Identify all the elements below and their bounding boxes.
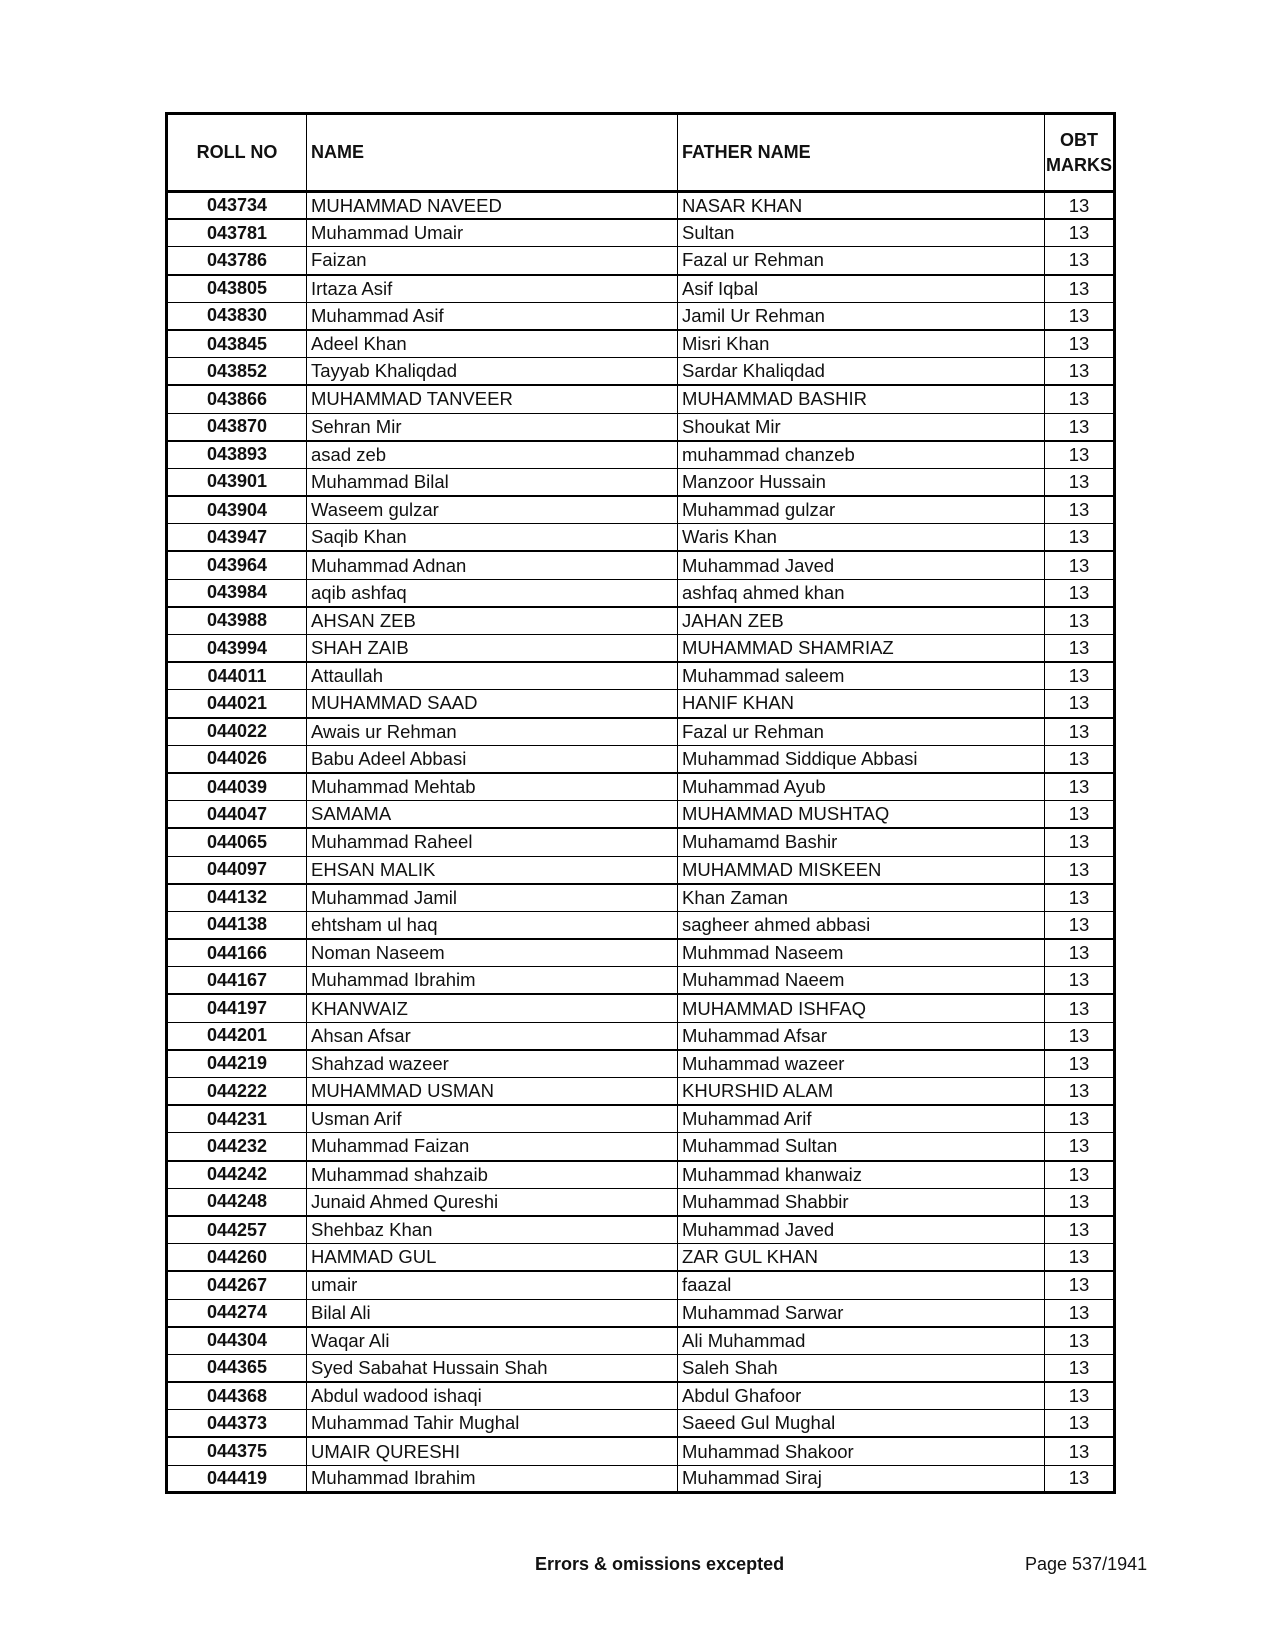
obt-marks-cell: 13	[1045, 1437, 1115, 1465]
table-row	[167, 690, 1115, 718]
name-cell: Muhammad Faizan	[307, 1133, 678, 1161]
father-name-cell: Sultan	[678, 219, 1045, 247]
header-roll-no: ROLL NO	[167, 114, 307, 192]
table-row	[167, 1244, 1115, 1272]
roll-no-cell: 044267	[167, 1271, 307, 1299]
table-row	[167, 1327, 1115, 1355]
name-cell: Tayyab Khaliqdad	[307, 358, 678, 386]
father-name-cell: KHURSHID ALAM	[678, 1078, 1045, 1106]
roll-no-cell: 043947	[167, 524, 307, 552]
roll-no-cell: 043845	[167, 330, 307, 358]
table-row	[167, 939, 1115, 967]
table-row	[167, 579, 1115, 607]
name-cell: asad zeb	[307, 441, 678, 469]
roll-no-cell: 043830	[167, 302, 307, 330]
table-row	[167, 884, 1115, 912]
father-name-cell: Muhammad gulzar	[678, 496, 1045, 524]
name-cell: Muhammad Ibrahim	[307, 1465, 678, 1493]
roll-no-cell: 043994	[167, 635, 307, 663]
table-body	[167, 192, 1115, 1493]
name-cell: MUHAMMAD SAAD	[307, 690, 678, 718]
table-row	[167, 219, 1115, 247]
name-cell: HAMMAD GUL	[307, 1244, 678, 1272]
obt-marks-cell: 13	[1045, 275, 1115, 303]
name-cell: Muhammad Umair	[307, 219, 678, 247]
header-obt-marks-line1: OBT	[1060, 129, 1098, 150]
roll-no-cell: 044232	[167, 1133, 307, 1161]
name-cell: umair	[307, 1271, 678, 1299]
father-name-cell: Muhammad Siraj	[678, 1465, 1045, 1493]
obt-marks-cell: 13	[1045, 441, 1115, 469]
table-row	[167, 192, 1115, 220]
obt-marks-cell: 13	[1045, 219, 1115, 247]
name-cell: Muhammad Jamil	[307, 884, 678, 912]
father-name-cell: Muhammad Naeem	[678, 967, 1045, 995]
obt-marks-cell: 13	[1045, 496, 1115, 524]
name-cell: Shehbaz Khan	[307, 1216, 678, 1244]
roll-no-cell: 043786	[167, 247, 307, 275]
table-header-row	[167, 114, 1115, 192]
header-father-name: FATHER NAME	[678, 114, 1045, 192]
obt-marks-cell: 13	[1045, 911, 1115, 939]
father-name-cell: NASAR KHAN	[678, 192, 1045, 220]
table-row	[167, 1437, 1115, 1465]
name-cell: Sehran Mir	[307, 413, 678, 441]
father-name-cell: sagheer ahmed abbasi	[678, 911, 1045, 939]
header-obt-marks	[1045, 114, 1115, 192]
table-row	[167, 1216, 1115, 1244]
obt-marks-cell: 13	[1045, 1133, 1115, 1161]
obt-marks-cell: 13	[1045, 1271, 1115, 1299]
name-cell: Muhammad Tahir Mughal	[307, 1410, 678, 1438]
table-row	[167, 911, 1115, 939]
father-name-cell: Muhammad saleem	[678, 662, 1045, 690]
obt-marks-cell: 13	[1045, 1022, 1115, 1050]
table-row	[167, 1188, 1115, 1216]
name-cell: Noman Naseem	[307, 939, 678, 967]
roll-no-cell: 044368	[167, 1382, 307, 1410]
name-cell: Muhammad Adnan	[307, 551, 678, 579]
table-row	[167, 635, 1115, 663]
name-cell: Faizan	[307, 247, 678, 275]
roll-no-cell: 044304	[167, 1327, 307, 1355]
name-cell: Ahsan Afsar	[307, 1022, 678, 1050]
roll-no-cell: 044242	[167, 1161, 307, 1189]
name-cell: Bilal Ali	[307, 1299, 678, 1327]
roll-no-cell: 044021	[167, 690, 307, 718]
name-cell: SAMAMA	[307, 801, 678, 829]
father-name-cell: Muhammad Sarwar	[678, 1299, 1045, 1327]
father-name-cell: Muhammad Sultan	[678, 1133, 1045, 1161]
table-row	[167, 524, 1115, 552]
obt-marks-cell: 13	[1045, 994, 1115, 1022]
father-name-cell: ZAR GUL KHAN	[678, 1244, 1045, 1272]
name-cell: Irtaza Asif	[307, 275, 678, 303]
name-cell: Waseem gulzar	[307, 496, 678, 524]
father-name-cell: Muhammad Javed	[678, 1216, 1045, 1244]
table-row	[167, 662, 1115, 690]
obt-marks-cell: 13	[1045, 1465, 1115, 1493]
obt-marks-cell: 13	[1045, 1354, 1115, 1382]
name-cell: Attaullah	[307, 662, 678, 690]
results-table	[165, 112, 1116, 1494]
obt-marks-cell: 13	[1045, 551, 1115, 579]
obt-marks-cell: 13	[1045, 413, 1115, 441]
father-name-cell: Muhammad Afsar	[678, 1022, 1045, 1050]
obt-marks-cell: 13	[1045, 1216, 1115, 1244]
father-name-cell: Muhmmad Naseem	[678, 939, 1045, 967]
roll-no-cell: 044011	[167, 662, 307, 690]
father-name-cell: Misri Khan	[678, 330, 1045, 358]
obt-marks-cell: 13	[1045, 358, 1115, 386]
father-name-cell: Fazal ur Rehman	[678, 247, 1045, 275]
table-row	[167, 358, 1115, 386]
father-name-cell: Abdul Ghafoor	[678, 1382, 1045, 1410]
header-obt-marks-line2: MARKS	[1046, 154, 1112, 175]
roll-no-cell: 044047	[167, 801, 307, 829]
roll-no-cell: 044375	[167, 1437, 307, 1465]
obt-marks-cell: 13	[1045, 884, 1115, 912]
table-row	[167, 1382, 1115, 1410]
roll-no-cell: 043904	[167, 496, 307, 524]
table-row	[167, 745, 1115, 773]
table-row	[167, 1133, 1115, 1161]
table-row	[167, 330, 1115, 358]
obt-marks-cell: 13	[1045, 967, 1115, 995]
name-cell: Muhammad Ibrahim	[307, 967, 678, 995]
father-name-cell: HANIF KHAN	[678, 690, 1045, 718]
father-name-cell: muhammad chanzeb	[678, 441, 1045, 469]
father-name-cell: Muhammad Arif	[678, 1105, 1045, 1133]
name-cell: EHSAN MALIK	[307, 856, 678, 884]
roll-no-cell: 044022	[167, 718, 307, 746]
roll-no-cell: 044257	[167, 1216, 307, 1244]
father-name-cell: MUHAMMAD SHAMRIAZ	[678, 635, 1045, 663]
table-row	[167, 1354, 1115, 1382]
name-cell: Muhammad Bilal	[307, 468, 678, 496]
roll-no-cell: 043781	[167, 219, 307, 247]
name-cell: SHAH ZAIB	[307, 635, 678, 663]
table-row	[167, 496, 1115, 524]
roll-no-cell: 044065	[167, 828, 307, 856]
obt-marks-cell: 13	[1045, 1078, 1115, 1106]
roll-no-cell: 044097	[167, 856, 307, 884]
father-name-cell: Waris Khan	[678, 524, 1045, 552]
table-row	[167, 247, 1115, 275]
obt-marks-cell: 13	[1045, 1382, 1115, 1410]
name-cell: aqib ashfaq	[307, 579, 678, 607]
roll-no-cell: 043870	[167, 413, 307, 441]
obt-marks-cell: 13	[1045, 801, 1115, 829]
header-name: NAME	[307, 114, 678, 192]
name-cell: Junaid Ahmed Qureshi	[307, 1188, 678, 1216]
name-cell: Muhammad Raheel	[307, 828, 678, 856]
roll-no-cell: 043866	[167, 385, 307, 413]
name-cell: AHSAN ZEB	[307, 607, 678, 635]
obt-marks-cell: 13	[1045, 662, 1115, 690]
table-row	[167, 551, 1115, 579]
obt-marks-cell: 13	[1045, 1050, 1115, 1078]
obt-marks-cell: 13	[1045, 524, 1115, 552]
name-cell: Muhammad Asif	[307, 302, 678, 330]
name-cell: Usman Arif	[307, 1105, 678, 1133]
roll-no-cell: 044138	[167, 911, 307, 939]
obt-marks-cell: 13	[1045, 330, 1115, 358]
roll-no-cell: 043805	[167, 275, 307, 303]
table-row	[167, 801, 1115, 829]
roll-no-cell: 043893	[167, 441, 307, 469]
obt-marks-cell: 13	[1045, 635, 1115, 663]
obt-marks-cell: 13	[1045, 828, 1115, 856]
name-cell: Babu Adeel Abbasi	[307, 745, 678, 773]
father-name-cell: MUHAMMAD MISKEEN	[678, 856, 1045, 884]
father-name-cell: Muhammad wazeer	[678, 1050, 1045, 1078]
roll-no-cell: 044197	[167, 994, 307, 1022]
table-row	[167, 1410, 1115, 1438]
table-row	[167, 1105, 1115, 1133]
father-name-cell: Fazal ur Rehman	[678, 718, 1045, 746]
table-row	[167, 275, 1115, 303]
table-row	[167, 1078, 1115, 1106]
obt-marks-cell: 13	[1045, 1188, 1115, 1216]
roll-no-cell: 043964	[167, 551, 307, 579]
name-cell: MUHAMMAD NAVEED	[307, 192, 678, 220]
roll-no-cell: 044419	[167, 1465, 307, 1493]
name-cell: MUHAMMAD TANVEER	[307, 385, 678, 413]
table-row	[167, 441, 1115, 469]
obt-marks-cell: 13	[1045, 745, 1115, 773]
table-row	[167, 1299, 1115, 1327]
roll-no-cell: 044274	[167, 1299, 307, 1327]
name-cell: KHANWAIZ	[307, 994, 678, 1022]
roll-no-cell: 044026	[167, 745, 307, 773]
name-cell: Abdul wadood ishaqi	[307, 1382, 678, 1410]
father-name-cell: MUHAMMAD MUSHTAQ	[678, 801, 1045, 829]
roll-no-cell: 044166	[167, 939, 307, 967]
father-name-cell: Manzoor Hussain	[678, 468, 1045, 496]
obt-marks-cell: 13	[1045, 247, 1115, 275]
obt-marks-cell: 13	[1045, 302, 1115, 330]
name-cell: Muhammad shahzaib	[307, 1161, 678, 1189]
obt-marks-cell: 13	[1045, 579, 1115, 607]
father-name-cell: Muhammad Siddique Abbasi	[678, 745, 1045, 773]
roll-no-cell: 044219	[167, 1050, 307, 1078]
roll-no-cell: 044365	[167, 1354, 307, 1382]
obt-marks-cell: 13	[1045, 1299, 1115, 1327]
father-name-cell: Khan Zaman	[678, 884, 1045, 912]
name-cell: Shahzad wazeer	[307, 1050, 678, 1078]
father-name-cell: faazal	[678, 1271, 1045, 1299]
roll-no-cell: 044167	[167, 967, 307, 995]
father-name-cell: Jamil Ur Rehman	[678, 302, 1045, 330]
obt-marks-cell: 13	[1045, 718, 1115, 746]
name-cell: UMAIR QURESHI	[307, 1437, 678, 1465]
roll-no-cell: 044260	[167, 1244, 307, 1272]
roll-no-cell: 044201	[167, 1022, 307, 1050]
obt-marks-cell: 13	[1045, 856, 1115, 884]
obt-marks-cell: 13	[1045, 939, 1115, 967]
obt-marks-cell: 13	[1045, 468, 1115, 496]
name-cell: MUHAMMAD USMAN	[307, 1078, 678, 1106]
father-name-cell: MUHAMMAD BASHIR	[678, 385, 1045, 413]
obt-marks-cell: 13	[1045, 385, 1115, 413]
obt-marks-cell: 13	[1045, 1161, 1115, 1189]
father-name-cell: ashfaq ahmed khan	[678, 579, 1045, 607]
father-name-cell: JAHAN ZEB	[678, 607, 1045, 635]
table-row	[167, 1050, 1115, 1078]
obt-marks-cell: 13	[1045, 1410, 1115, 1438]
table-row	[167, 1161, 1115, 1189]
obt-marks-cell: 13	[1045, 192, 1115, 220]
roll-no-cell: 043901	[167, 468, 307, 496]
roll-no-cell: 044132	[167, 884, 307, 912]
roll-no-cell: 043988	[167, 607, 307, 635]
father-name-cell: Asif Iqbal	[678, 275, 1045, 303]
name-cell: Syed Sabahat Hussain Shah	[307, 1354, 678, 1382]
father-name-cell: Saleh Shah	[678, 1354, 1045, 1382]
roll-no-cell: 044248	[167, 1188, 307, 1216]
obt-marks-cell: 13	[1045, 1244, 1115, 1272]
father-name-cell: MUHAMMAD ISHFAQ	[678, 994, 1045, 1022]
footer-note: Errors & omissions excepted	[535, 1554, 785, 1574]
table-row	[167, 607, 1115, 635]
name-cell: Waqar Ali	[307, 1327, 678, 1355]
table-row	[167, 413, 1115, 441]
table-row	[167, 828, 1115, 856]
roll-no-cell: 044039	[167, 773, 307, 801]
father-name-cell: Muhamamd Bashir	[678, 828, 1045, 856]
father-name-cell: Muhammad Shakoor	[678, 1437, 1045, 1465]
table-row	[167, 302, 1115, 330]
roll-no-cell: 043984	[167, 579, 307, 607]
table-row	[167, 856, 1115, 884]
father-name-cell: Muhammad Ayub	[678, 773, 1045, 801]
page-number: Page 537/1941	[1025, 1554, 1148, 1574]
name-cell: Saqib Khan	[307, 524, 678, 552]
name-cell: Muhammad Mehtab	[307, 773, 678, 801]
obt-marks-cell: 13	[1045, 1105, 1115, 1133]
obt-marks-cell: 13	[1045, 1327, 1115, 1355]
table-row	[167, 718, 1115, 746]
obt-marks-cell: 13	[1045, 773, 1115, 801]
name-cell: Awais ur Rehman	[307, 718, 678, 746]
father-name-cell: Muhammad Javed	[678, 551, 1045, 579]
father-name-cell: Muhammad khanwaiz	[678, 1161, 1045, 1189]
table-row	[167, 1465, 1115, 1493]
roll-no-cell: 044231	[167, 1105, 307, 1133]
table-row	[167, 773, 1115, 801]
table-row	[167, 468, 1115, 496]
roll-no-cell: 044222	[167, 1078, 307, 1106]
father-name-cell: Ali Muhammad	[678, 1327, 1045, 1355]
table-row	[167, 1022, 1115, 1050]
table-row	[167, 967, 1115, 995]
obt-marks-cell: 13	[1045, 690, 1115, 718]
table-row	[167, 994, 1115, 1022]
father-name-cell: Saeed Gul Mughal	[678, 1410, 1045, 1438]
name-cell: ehtsham ul haq	[307, 911, 678, 939]
father-name-cell: Muhammad Shabbir	[678, 1188, 1045, 1216]
father-name-cell: Shoukat Mir	[678, 413, 1045, 441]
roll-no-cell: 043852	[167, 358, 307, 386]
father-name-cell: Sardar Khaliqdad	[678, 358, 1045, 386]
roll-no-cell: 043734	[167, 192, 307, 220]
table-row	[167, 1271, 1115, 1299]
obt-marks-cell: 13	[1045, 607, 1115, 635]
table-row	[167, 385, 1115, 413]
roll-no-cell: 044373	[167, 1410, 307, 1438]
name-cell: Adeel Khan	[307, 330, 678, 358]
